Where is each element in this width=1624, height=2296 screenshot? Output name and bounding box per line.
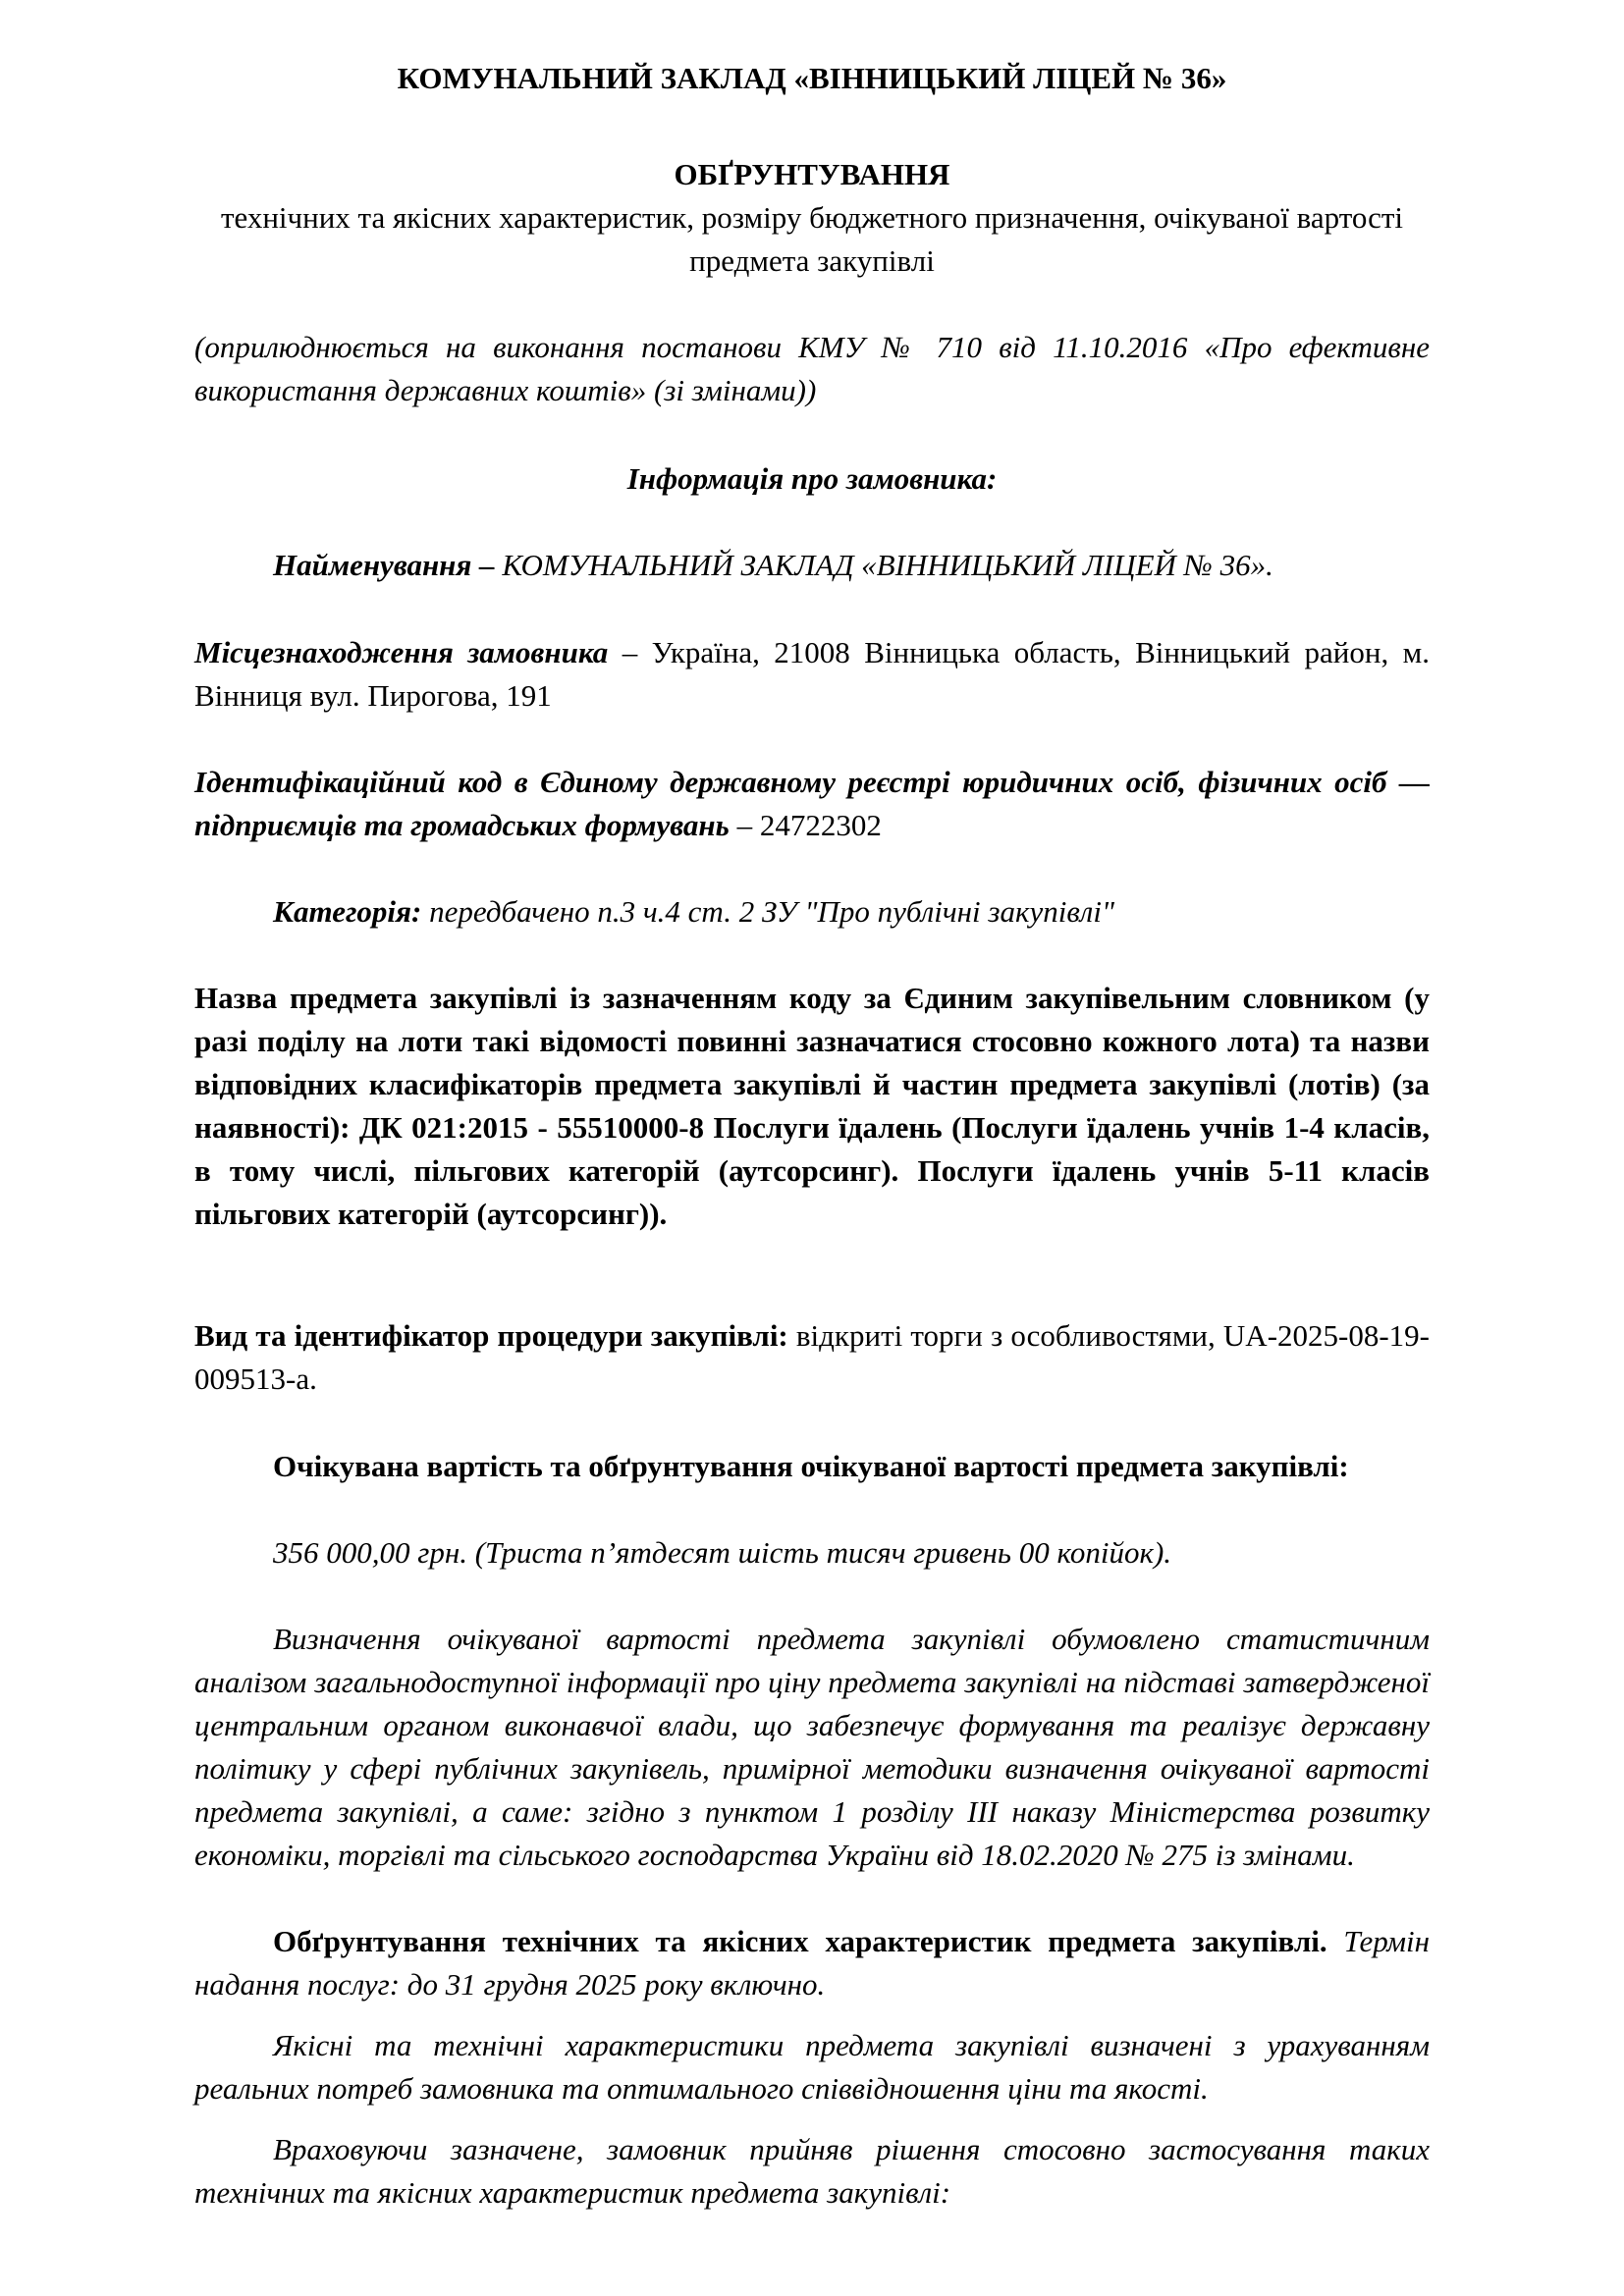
customer-location-paragraph: [194, 631, 1430, 718]
quality-characteristics: Якісні та технічні характеристики предмета закупівлі визначені з урахуванням реальних потреб замовника та оптимального співвідношення ціни та якості.: [194, 2028, 1430, 2106]
customer-category-value: передбачено п.3 ч.4 ст. 2 ЗУ "Про публічні закупівлі": [421, 894, 1114, 929]
procurement-subject: Назва предмета закупівлі із зазначенням коду за Єдиним закупівельним словником (у разі поділу на лоти такі відомості повинні зазначатися стосовно кожного лота) та назви відповідних класифікаторів предмета закупівлі й частин предмета закупівлі (лотів) (за наявності): ДК 021:2015 - 55510000-8 Послуги їдалень (Послуги їдалень учнів 1-4 класів, в тому числі, пільгових категорій (аутсорсинг). Послуги їдалень учнів 5-11 класів пільгових категорій (аутсорсинг)).: [194, 981, 1430, 1231]
customer-name-label: Найменування –: [273, 548, 495, 582]
customer-location-value: – Україна, 21008 Вінницька область, Вінницький район, м. Вінниця вул. Пирогова, 191: [194, 635, 1430, 713]
organization-title: КОМУНАЛЬНИЙ ЗАКЛАД «ВІННИЦЬКИЙ ЛІЦЕЙ № 36»: [397, 61, 1227, 95]
customer-code-value: – 24722302: [729, 808, 882, 842]
expected-cost-basis: Визначення очікуваної вартості предмета закупівлі обумовлено статистичним аналізом загальнодоступної інформації про ціну предмета закупівлі на підставі затвердженої центральним органом виконавчої влади, що забезпечує формування та реалізує державну політику у сфері публічних закупівель, примірної методики визначення очікуваної вартості предмета закупівлі, а саме: згідно з пунктом 1 розділу ІІІ наказу Міністерства розвитку економіки, торгівлі та сільського господарства України від 18.02.2020 № 275 із змінами.: [194, 1622, 1430, 1872]
technical-heading: Обґрунтування технічних та якісних характеристик предмета закупівлі.: [273, 1924, 1327, 1958]
document-title: ОБҐРУНТУВАННЯ: [674, 157, 950, 191]
procedure-paragraph: [194, 1314, 1430, 1401]
procedure-value: відкриті торги з особливостями, UA-2025-08-19-009513-a.: [194, 1318, 1430, 1396]
service-term: Термін надання послуг: до 31 грудня 2025 року включно.: [194, 1924, 1430, 2002]
procedure-label: Вид та ідентифікатор процедури закупівлі:: [194, 1318, 788, 1353]
customer-name-value: КОМУНАЛЬНИЙ ЗАКЛАД «ВІННИЦЬКИЙ ЛІЦЕЙ № 36».: [494, 548, 1273, 582]
expected-cost-heading: Очікувана вартість та обґрунтування очікуваної вартості предмета закупівлі:: [273, 1449, 1349, 1483]
document-subtitle: технічних та якісних характеристик, розміру бюджетного призначення, очікуваної вартості предмета закупівлі: [220, 200, 1404, 278]
customer-code-label: Ідентифікаційний код в Єдиному державному реєстрі юридичних осіб, фізичних осіб — підприємців та громадських формувань: [194, 765, 1430, 842]
customer-code-paragraph: [194, 761, 1430, 847]
customer-decision: Враховуючи зазначене, замовник прийняв рішення стосовно застосування таких технічних та якісних характеристик предмета закупівлі:: [194, 2132, 1430, 2210]
publication-note: (оприлюднюється на виконання постанови КМУ № 710 від 11.10.2016 «Про ефективне використання державних коштів» (зі змінами)): [194, 330, 1430, 407]
technical-justification-paragraph: [194, 1920, 1430, 2006]
customer-info-heading: Інформація про замовника:: [626, 461, 998, 496]
customer-category-label: Категорія:: [273, 894, 422, 929]
customer-name-paragraph: [194, 544, 1430, 587]
customer-location-label: Місцезнаходження замовника: [194, 635, 609, 669]
customer-category-paragraph: [194, 890, 1430, 934]
expected-cost-amount: 356 000,00 грн. (Триста п’ятдесят шість тисяч гривень 00 копійок).: [273, 1535, 1172, 1570]
